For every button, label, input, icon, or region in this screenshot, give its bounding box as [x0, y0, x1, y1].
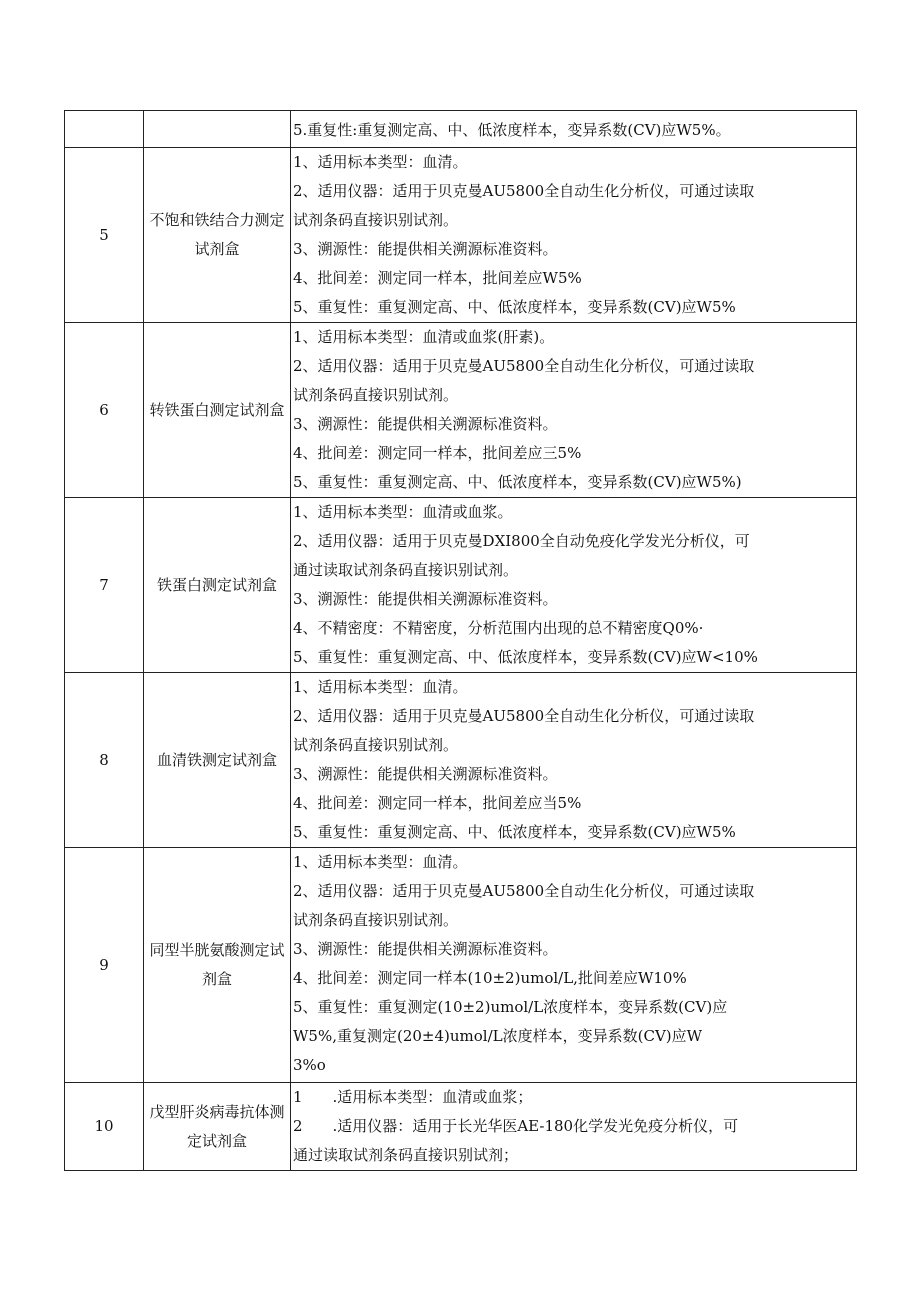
requirement-line: 3%o	[293, 1056, 326, 1074]
requirement-line: 5、重复性：重复测定高、中、低浓度样本，变异系数(CV)应W<10%	[293, 648, 758, 666]
requirement-line: 1 .适用标本类型：血清或血浆；	[293, 1088, 533, 1106]
item-requirements	[291, 848, 857, 1083]
item-number: 10	[65, 1083, 144, 1171]
item-requirements	[291, 673, 857, 848]
requirement-line: 试剂条码直接识别试剂。	[293, 736, 459, 754]
requirement-line: 3、溯源性：能提供相关溯源标准资料。	[293, 415, 558, 433]
table-row	[65, 1083, 857, 1171]
table-row	[65, 498, 857, 673]
requirement-line: 2、适用仪器：适用于贝克曼AU5800全自动生化分析仪，可通过读取	[293, 182, 755, 200]
requirement-line: 2、适用仪器：适用于贝克曼AU5800全自动生化分析仪，可通过读取	[293, 357, 755, 375]
requirement-line: 通过读取试剂条码直接识别试剂。	[293, 561, 519, 579]
requirement-line: 5、重复性：重复测定高、中、低浓度样本，变异系数(CV)应W5%	[293, 298, 736, 316]
requirement-line: 1、适用标本类型：血清或血浆。	[293, 503, 513, 521]
item-requirements	[291, 323, 857, 498]
requirement-line: 1、适用标本类型：血清。	[293, 853, 468, 871]
requirement-line: 3、溯源性：能提供相关溯源标准资料。	[293, 940, 558, 958]
requirement-line: W5%,重复测定(20±4)umol/L浓度样本，变异系数(CV)应W	[293, 1027, 703, 1045]
requirement-line: 5、重复性：重复测定高、中、低浓度样本，变异系数(CV)应W5%	[293, 823, 736, 841]
item-requirements	[291, 148, 857, 323]
item-requirements	[291, 498, 857, 673]
requirement-line: 1、适用标本类型：血清。	[293, 678, 468, 696]
requirement-line: 1、适用标本类型：血清。	[293, 153, 468, 171]
requirement-line: 1、适用标本类型：血清或血浆(肝素)。	[293, 328, 555, 346]
requirement-line: 2、适用仪器：适用于贝克曼AU5800全自动生化分析仪，可通过读取	[293, 707, 755, 725]
item-number: 5	[65, 148, 144, 323]
item-name: 不饱和铁结合力测定试剂盒	[144, 148, 291, 323]
requirement-line: 4、批间差：测定同一样本(10±2)umol/L,批间差应W10%	[293, 969, 687, 987]
requirement-line: 4、批间差：测定同一样本，批间差应三5%	[293, 444, 582, 462]
requirement-line: 4、不精密度：不精密度，分析范围内出现的总不精密度Q0%·	[293, 619, 704, 637]
requirement-line: 2、适用仪器：适用于贝克曼AU5800全自动生化分析仪，可通过读取	[293, 882, 755, 900]
requirement-line: 试剂条码直接识别试剂。	[293, 386, 459, 404]
table-row	[65, 148, 857, 323]
requirement-line: 2、适用仪器：适用于贝克曼DXI800全自动免疫化学发光分析仪，可	[293, 532, 750, 550]
requirement-line: 4、批间差：测定同一样本，批间差应当5%	[293, 794, 582, 812]
spec-table	[64, 110, 857, 1171]
requirement-line: 5.重复性:重复测定高、中、低浓度样本，变异系数(CV)应W5%。	[293, 121, 731, 139]
table-row	[65, 673, 857, 848]
item-requirements	[291, 111, 857, 148]
item-requirements	[291, 1083, 857, 1171]
table-row	[65, 848, 857, 1083]
table-row	[65, 111, 857, 148]
item-name	[144, 111, 291, 148]
item-name: 同型半胱氨酸测定试剂盒	[144, 848, 291, 1083]
requirement-line: 2 .适用仪器：适用于长光华医AE-180化学发光免疫分析仪，可	[293, 1117, 739, 1135]
item-number	[65, 111, 144, 148]
requirement-line: 3、溯源性：能提供相关溯源标准资料。	[293, 240, 558, 258]
requirement-line: 通过读取试剂条码直接识别试剂；	[293, 1146, 519, 1164]
item-number: 9	[65, 848, 144, 1083]
requirement-line: 试剂条码直接识别试剂。	[293, 211, 459, 229]
requirement-line: 3、溯源性：能提供相关溯源标准资料。	[293, 765, 558, 783]
item-number: 6	[65, 323, 144, 498]
item-number: 7	[65, 498, 144, 673]
item-name: 戊型肝炎病毒抗体测定试剂盒	[144, 1083, 291, 1171]
requirement-line: 5、重复性：重复测定(10±2)umol/L浓度样本，变异系数(CV)应	[293, 998, 728, 1016]
item-name: 血清铁测定试剂盒	[144, 673, 291, 848]
item-name: 铁蛋白测定试剂盒	[144, 498, 291, 673]
item-name: 转铁蛋白测定试剂盒	[144, 323, 291, 498]
requirement-line: 5、重复性：重复测定高、中、低浓度样本，变异系数(CV)应W5%)	[293, 473, 742, 491]
table-row	[65, 323, 857, 498]
item-number: 8	[65, 673, 144, 848]
requirement-line: 3、溯源性：能提供相关溯源标准资料。	[293, 590, 558, 608]
requirement-line: 4、批间差：测定同一样本，批间差应W5%	[293, 269, 582, 287]
requirement-line: 试剂条码直接识别试剂。	[293, 911, 459, 929]
